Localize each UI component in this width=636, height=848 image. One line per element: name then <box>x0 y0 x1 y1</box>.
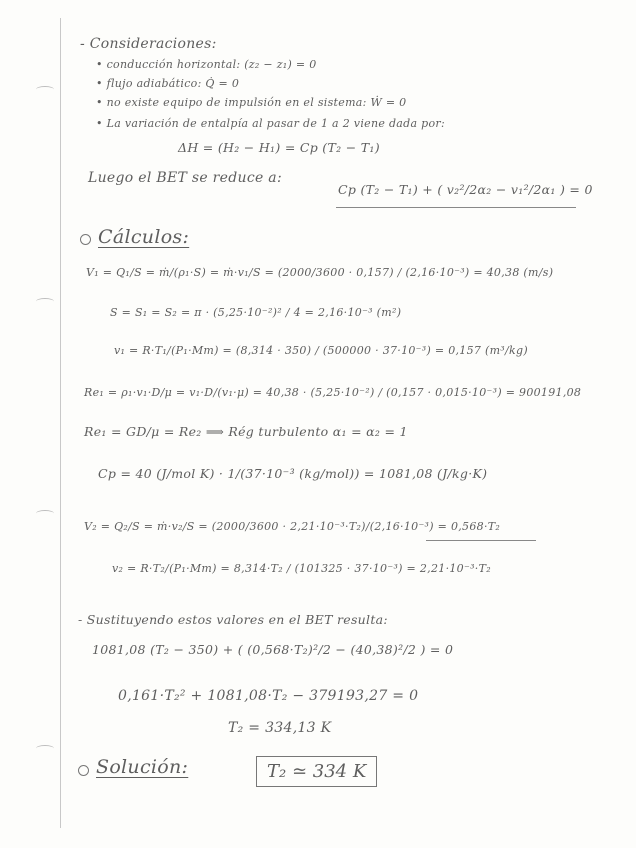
calc-line-v2: V₂ = Q₂/S = ṁ·v₂/S = (2000/3600 · 2,21·10⁻³·T₂)/(2,16·10⁻³) = 0,568·T₂ <box>84 520 501 533</box>
consideration-item: • conducción horizontal: (z₂ − z₁) = 0 <box>96 58 317 71</box>
margin-line <box>60 18 61 828</box>
punch-hole-mark <box>36 510 54 517</box>
v2-underline <box>426 540 536 541</box>
section-bullet-icon <box>78 765 89 776</box>
solucion-title: Solución: <box>96 756 189 778</box>
consideration-item: • flujo adiabático: Q̇ = 0 <box>96 77 240 90</box>
bet-equation: Cp (T₂ − T₁) + ( v₂²/2α₂ − v₁²/2α₁ ) = 0 <box>338 182 593 197</box>
consideration-item: • no existe equipo de impulsión en el sistema: Ẇ = 0 <box>96 96 407 109</box>
bet-intro: Luego el BET se reduce a: <box>88 170 282 186</box>
calculos-title: Cálculos: <box>98 226 190 248</box>
punch-hole-mark <box>36 745 54 752</box>
t2-result: T₂ = 334,13 K <box>228 720 332 736</box>
enthalpy-equation: ΔH = (H₂ − H₁) = Cp (T₂ − T₁) <box>178 140 380 155</box>
bet-underline <box>336 207 576 208</box>
punch-hole-mark <box>36 298 54 305</box>
considerations-title: - Consideraciones: <box>80 36 217 52</box>
substitution-equation: 1081,08 (T₂ − 350) + ( (0,568·T₂)²/2 − (40,38)²/2 ) = 0 <box>92 642 454 657</box>
section-bullet-icon <box>80 234 91 245</box>
calc-line-cp: Cp = 40 (J/mol K) · 1/(37·10⁻³ (kg/mol)) = 1081,08 (J/kg·K) <box>98 466 488 481</box>
calc-line-specific-volume-1: v₁ = R·T₁/(P₁·Mm) = (8,314 · 350) / (500000 · 37·10⁻³) = 0,157 (m³/kg) <box>114 344 528 357</box>
calc-line-v1: V₁ = Q₁/S = ṁ/(ρ₁·S) = ṁ·v₁/S = (2000/3600 · 0,157) / (2,16·10⁻³) = 40,38 (m/s) <box>86 266 554 279</box>
punch-hole-mark <box>36 86 54 93</box>
consideration-item: • La variación de entalpía al pasar de 1 a 2 viene dada por: <box>96 117 445 130</box>
calc-line-reynolds: Re₁ = ρ₁·v₁·D/μ = v₁·D/(v₁·μ) = 40,38 · (5,25·10⁻²) / (0,157 · 0,015·10⁻³) = 900191,08 <box>84 386 582 399</box>
substitution-intro: - Sustituyendo estos valores en el BET resulta: <box>78 612 388 627</box>
calc-line-specific-volume-2: v₂ = R·T₂/(P₁·Mm) = 8,314·T₂ / (101325 · 37·10⁻³) = 2,21·10⁻³·T₂ <box>112 562 491 575</box>
calc-line-regime: Re₁ = GD/μ = Re₂ ⟹ Rég turbulento α₁ = α₂ = 1 <box>84 424 408 439</box>
calc-line-area: S = S₁ = S₂ = π · (5,25·10⁻²)² / 4 = 2,16·10⁻³ (m²) <box>110 306 402 319</box>
quadratic-equation: 0,161·T₂² + 1081,08·T₂ − 379193,27 = 0 <box>118 688 419 704</box>
final-answer-box: T₂ ≃ 334 K <box>256 756 377 787</box>
